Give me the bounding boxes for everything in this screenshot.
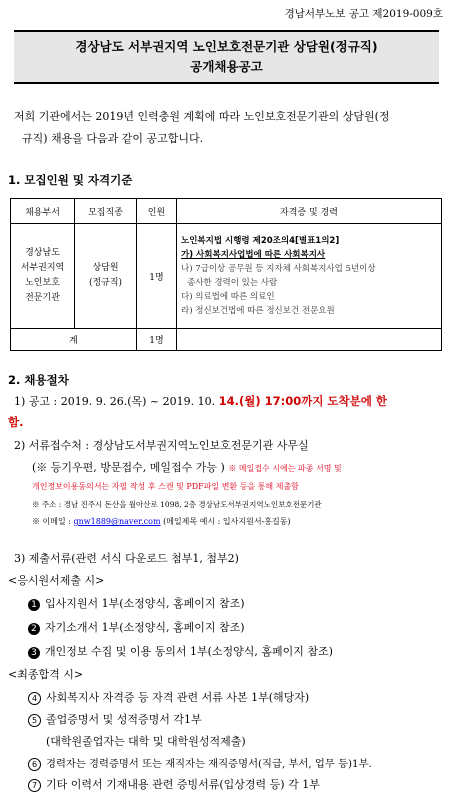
qual-line: 다) 의료법에 따른 의료인 xyxy=(181,292,275,302)
step2-methods-line: (※ 등기우편, 방문접수, 메일접수 가능 ) ※ 메일접수 시에는 파종 서명 및 xyxy=(32,461,342,474)
step2-address: ※ 주소 : 경남 진주시 돈산을 월아산로 1098, 2층 경상남도서부권지역노인보호전문기관 xyxy=(32,500,322,509)
header-dept: 채용부서 xyxy=(11,199,75,224)
step2-email-note: 개인정보이용동의서는 자필 작성 후 스캔 및 PDF파일 변환 등을 통해 제출함 xyxy=(32,482,299,491)
cell-job: 상담원 (정규직) xyxy=(75,224,137,329)
apply-item: 2 자기소개서 1부(소정양식, 홈페이지 참조) xyxy=(28,619,245,635)
email-link[interactable]: gnw1889@naver.com xyxy=(73,517,161,526)
cell-dept: 경상남도 서부권지역 노인보호 전문기관 xyxy=(11,224,75,329)
qual-title1: 노인복지법 시행령 제20조의4[별표1의2] xyxy=(181,236,340,246)
step1-announcement: 1) 공고 : 2019. 9. 26.(목) ~ 2019. 10. 14.(월) 17:00까지 도착분에 한 xyxy=(14,394,387,408)
step1-emphasis-cont: 함. xyxy=(8,415,24,429)
final-item-note: (대학원졸업자는 대학 및 대학원성적제출) xyxy=(46,735,246,748)
qual-line: 라) 정신보건법에 따른 정신보건 전문요원 xyxy=(181,306,335,316)
qual-line: 종사한 경력이 있는 사람 xyxy=(187,278,278,288)
header-count: 인원 xyxy=(137,199,177,224)
apply-item: 1 입사지원서 1부(소정양식, 홈페이지 참조) xyxy=(28,595,245,611)
section1-heading: 1. 모집인원 및 자격기준 xyxy=(8,173,133,187)
final-item: 6 경력자는 경력증명서 또는 재직자는 재직증명서(직급, 부서, 업무 등)1부. xyxy=(28,755,372,771)
title-line1: 경상남도 서부권지역 노인보호전문기관 상담원(정규직) xyxy=(75,39,378,54)
apply-header: <응시원서제출 시> xyxy=(8,574,105,587)
header-qualification: 자격증 및 경력 xyxy=(177,199,442,224)
requirements-table xyxy=(10,198,442,351)
step2-email-line: ※ 이메일 : gnw1889@naver.com (메일제목 예시 : 입사지원서-홍길동) xyxy=(32,517,291,526)
step3-title: 3) 제출서류(관련 서식 다운로드 첨부1, 첨부2) xyxy=(14,552,239,565)
total-empty xyxy=(177,329,442,351)
title-line2: 공개채용공고 xyxy=(190,59,263,74)
total-label: 계 xyxy=(11,329,137,351)
total-count: 1명 xyxy=(137,329,177,351)
step2-receiver: 2) 서류접수처 : 경상남도서부권지역노인보호전문기관 사무실 xyxy=(14,439,309,452)
qual-line: 나) 7급이상 공무원 등 지자체 사회복지사업 5년이상 xyxy=(181,264,376,274)
header-job: 모집직종 xyxy=(75,199,137,224)
section2-heading: 2. 채용절차 xyxy=(8,373,69,387)
final-item: 7 기타 이력서 기재내용 관련 증빙서류(입상경력 등) 각 1부 xyxy=(28,776,320,792)
cell-count: 1명 xyxy=(137,224,177,329)
qual-title2: 가) 사회복지사업법에 따른 사회복지사 xyxy=(181,250,326,260)
final-item: 4 사회복지사 자격증 등 자격 관련 서류 사본 1부(해당자) xyxy=(28,689,309,705)
final-header: <최종합격 시> xyxy=(8,668,84,681)
intro-line1: 저희 기관에서는 2019년 인력충원 계획에 따라 노인보호전문기관의 상담원(정 xyxy=(14,110,390,123)
cell-qualification xyxy=(177,224,442,329)
notice-number: 경남서부노보 공고 제2019-009호 xyxy=(284,8,443,20)
apply-item: 3 개인정보 수집 및 이용 동의서 1부(소정양식, 홈페이지 참조) xyxy=(28,643,333,659)
title-box xyxy=(14,30,439,84)
final-item: 5 졸업증명서 및 성적증명서 각1부 xyxy=(28,711,202,727)
intro-line2: 규직) 채용을 다음과 같이 공고합니다. xyxy=(22,132,204,145)
